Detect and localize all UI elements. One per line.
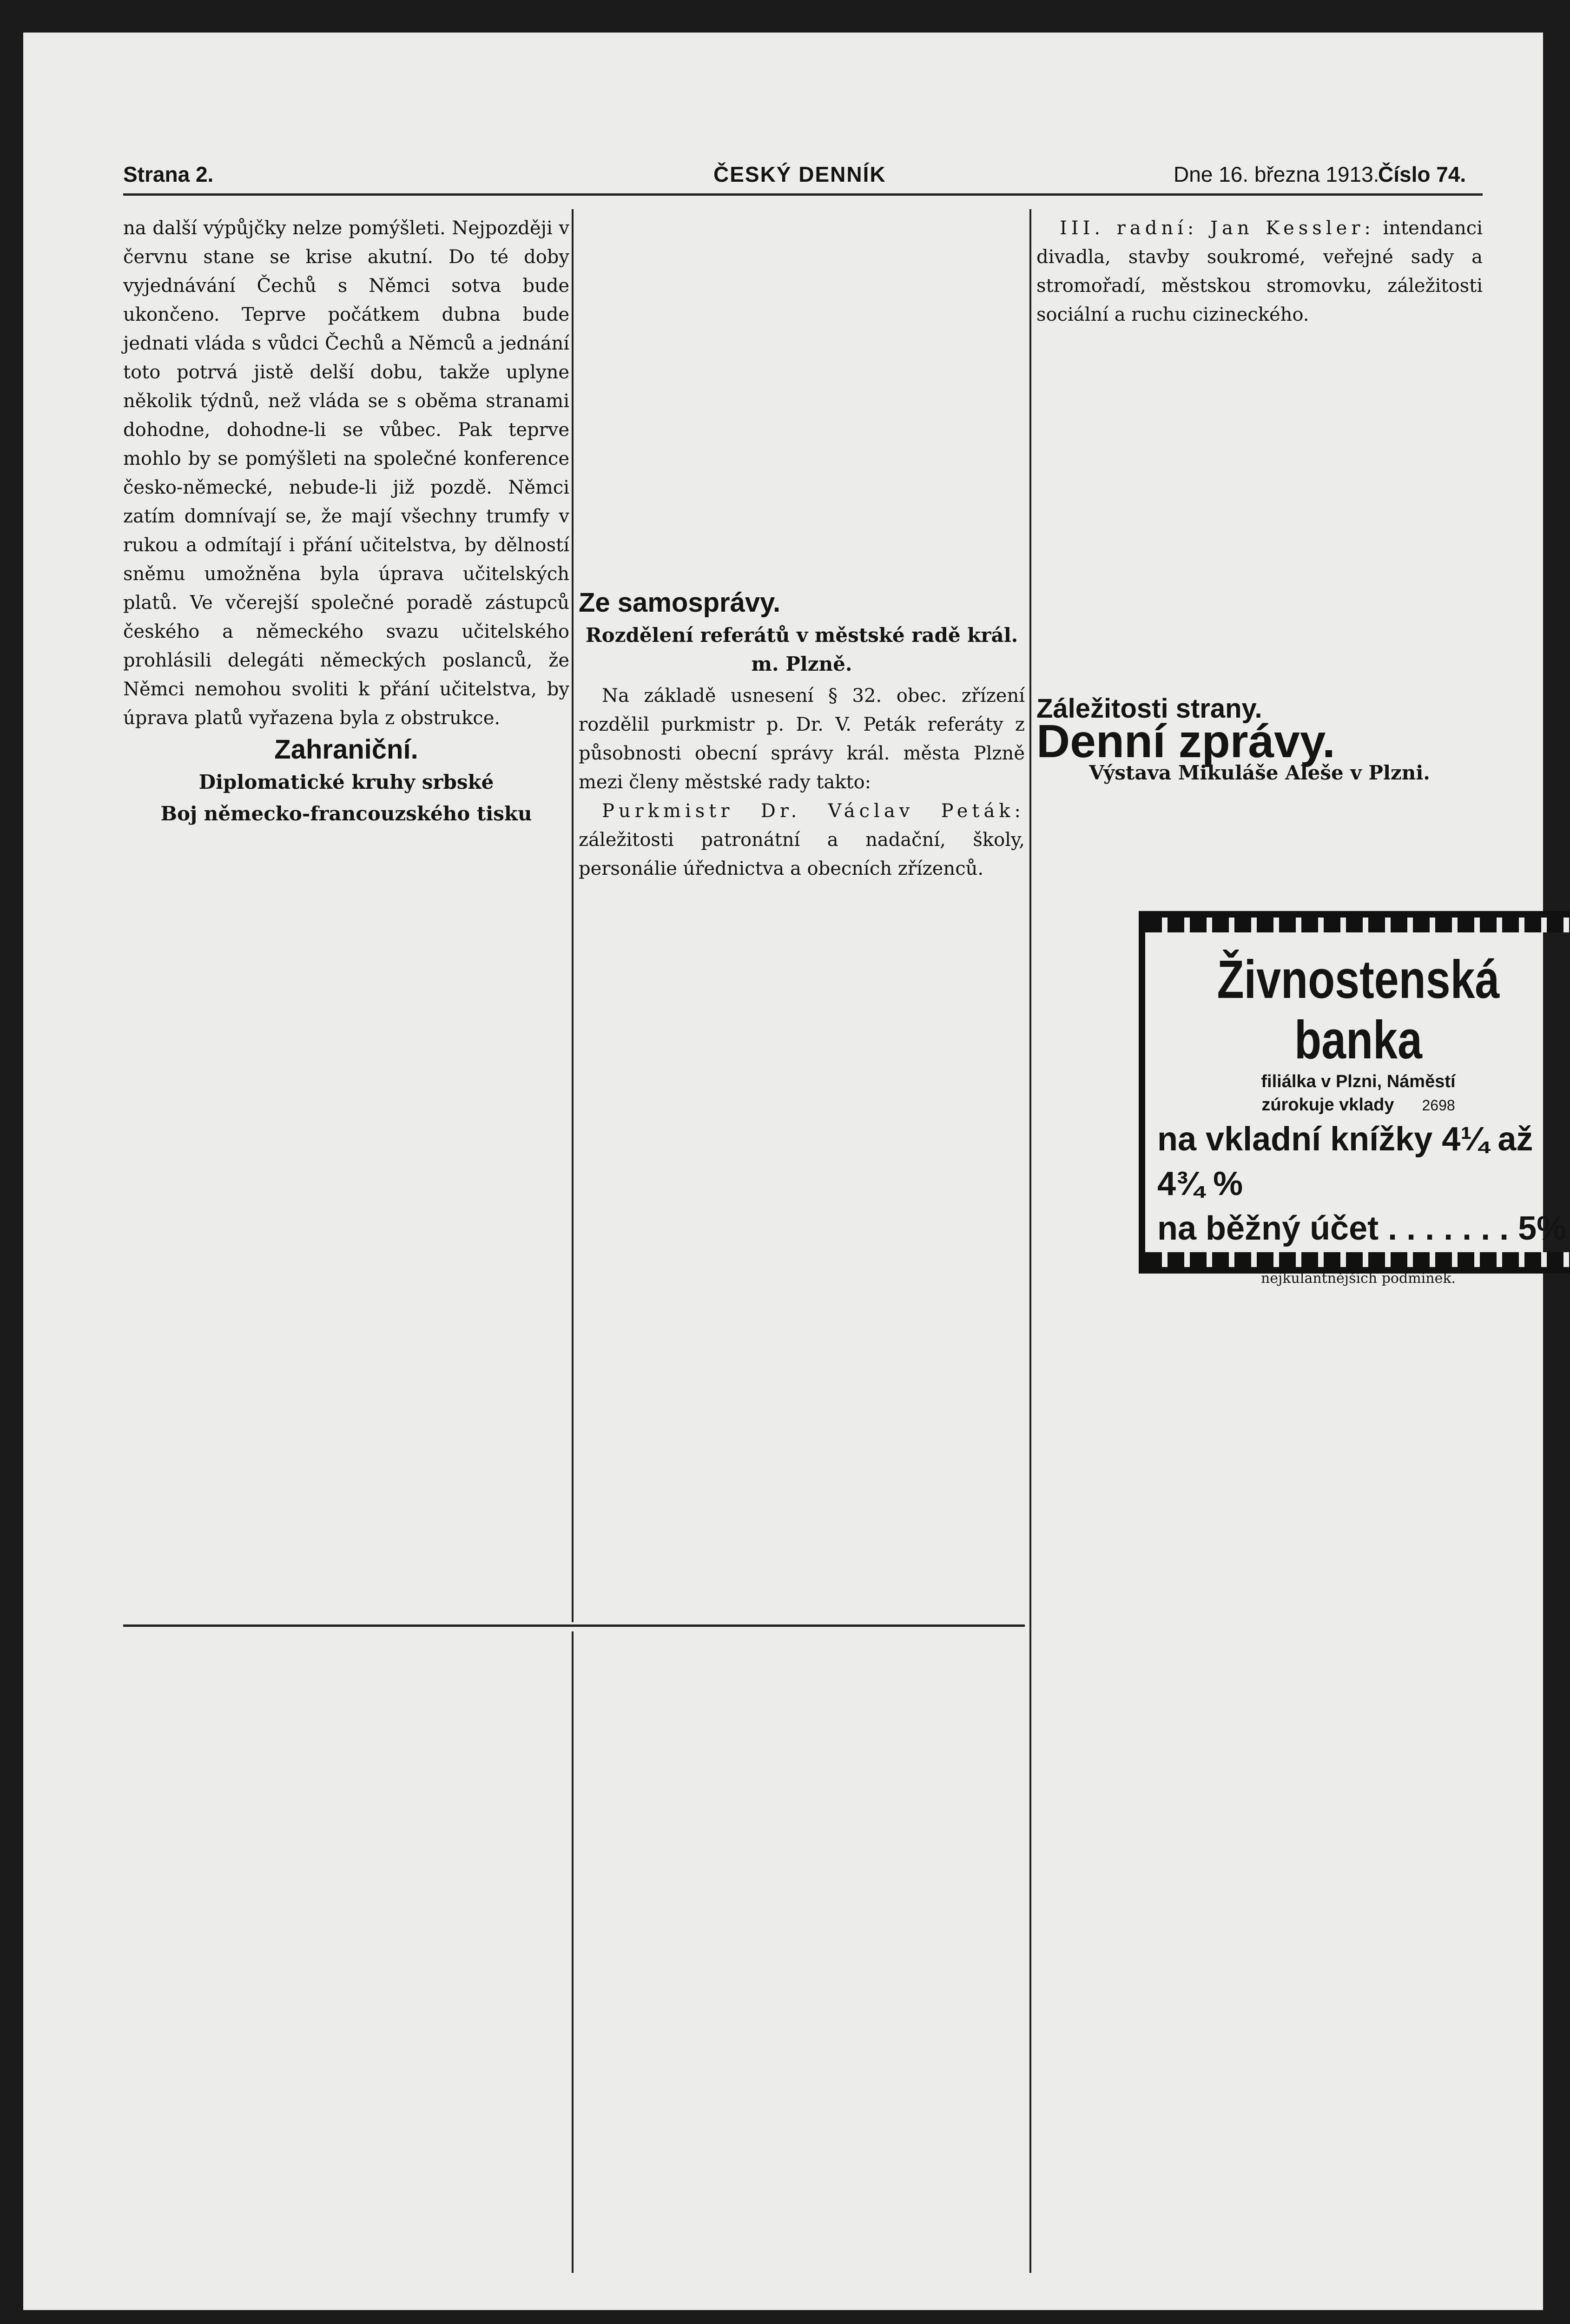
official-name: III. radní: Jan Kessler: <box>1060 218 1375 239</box>
ad-rate-current: na běžný účet . . . . . . . 5% <box>1157 1210 1567 1247</box>
ad-spacer <box>579 214 1025 586</box>
header-rule <box>123 193 1483 196</box>
newspaper-title: ČESKÝ DENNÍK <box>713 162 886 186</box>
section-heading: Záležitosti strany. <box>1036 693 1262 724</box>
ad-border-pattern <box>1145 918 1570 932</box>
article-text: na další výpůjčky nelze pomýšleti. Nejpozději v červnu stane se krise akutní. Do té doby vyjednávání Čechů s Němci sotva bude ukončeno. Teprve počátkem dubna bude jednati vláda s vůdci Čechů a Němců a jednání toto potrvá jistě delší dobu, takže uplyne několik týdnů, než vláda se s oběma stranami dohodne, dohodne-li se vůbec. Pak teprve mohlo by se pomýšleti na společné konference česko-německé, nebude-li již pozdě. Němci zatím domnívají se, že mají všechny trumfy v rukou a odmítají i přání učitelstva, by dělností sněmu umožněna byla úprava učitelských platů. Ve včerejší společné poradě zástupců českého a německého svazu učitelského prohlásili delegáti německých poslanců, že Němci nemohou svoliti k přání učitelstva, by úprava platů vyřazena byla z obstrukce. <box>123 218 569 729</box>
column-1 <box>123 214 569 831</box>
issue-date: Dne 16. března 1913. <box>1174 162 1379 186</box>
ad-code: 2698 <box>1422 1097 1455 1114</box>
ad-title: Živnostenská banka <box>1217 949 1500 1070</box>
official-name: Purkmistr Dr. Václav Peták: <box>602 800 1025 822</box>
article-heading: Diplomatické kruhy srbské <box>198 771 494 793</box>
official-duties: záležitosti patronátní a nadační, školy, personálie úřednictva a obecních zřízenců. <box>579 829 1025 879</box>
ad-deposits <box>1145 1093 1570 1117</box>
article-heading: Výstava Mikuláše Aleše v Plzni. <box>1089 761 1430 784</box>
section-heading: Zahraniční. <box>274 734 418 765</box>
ad-border-pattern <box>1145 1252 1570 1267</box>
article-text <box>1036 214 1483 329</box>
ad-deposits-text: zúrokuje vklady <box>1261 1095 1394 1115</box>
article-text <box>579 797 1025 883</box>
page-number: Strana 2. <box>123 162 214 186</box>
column-rule <box>1029 209 1031 2273</box>
ad-note: nejkulantnějších podmínek. <box>1260 1270 1456 1287</box>
ad-spacer <box>1036 329 1483 692</box>
newspaper-page <box>23 33 1567 2310</box>
column-rule <box>572 1631 574 2273</box>
article-heading: Rozdělení referátů v městské radě král. m. Plzně. <box>585 624 1018 675</box>
column-3 <box>1036 214 1483 790</box>
zivnostenska-banka-ad <box>1139 911 1570 1287</box>
ad-branch: filiálka v Plzni, Náměstí <box>1261 1072 1456 1091</box>
article-text: Na základě usnesení § 32. obec. zřízení rozdělil purkmistr p. Dr. V. Peták referáty z působnosti obecní správy král. města Plzně mezi členy městské rady takto: <box>579 685 1025 793</box>
section-heading-large: Denní zprávy. <box>1036 715 1335 767</box>
column-rule <box>572 209 574 1622</box>
ad-rate-savings: na vkladní knížky 4¼ až 4¾ % <box>1157 1121 1533 1202</box>
article-heading: Boj německo-francouzského tisku <box>160 802 532 825</box>
issue-number: Číslo 74. <box>1378 162 1466 186</box>
section-heading: Ze samosprávy. <box>579 588 781 618</box>
page-header <box>123 162 1483 190</box>
fold-rule <box>123 1624 1025 1627</box>
official-duties: intendanci divadla, stavby soukromé, veřejné sady a stromořadí, městskou stromovku, záležitosti sociální a ruchu cizineckého. <box>1036 218 1483 325</box>
